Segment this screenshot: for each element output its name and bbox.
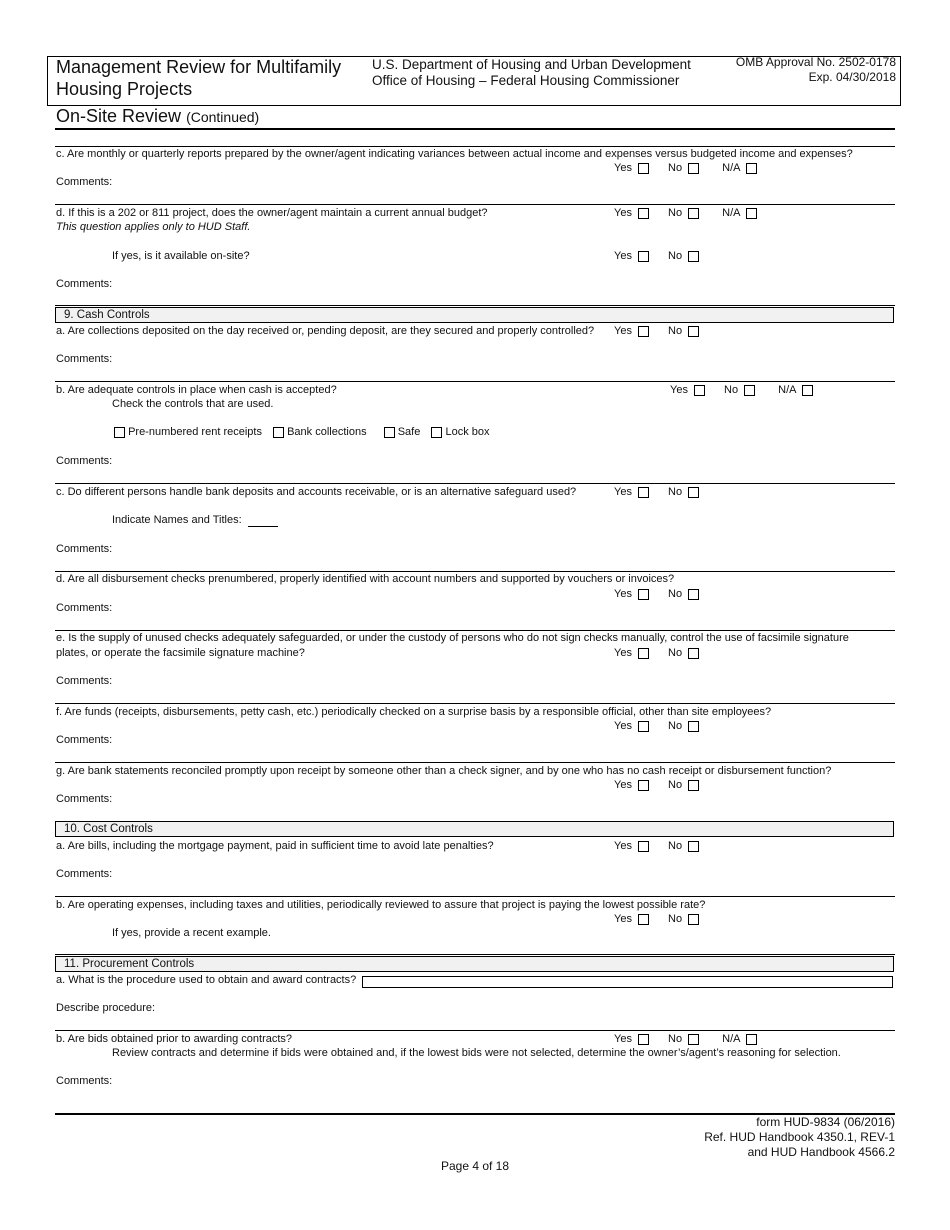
- question-10a: a. Are bills, including the mortgage payment, paid in sufficient time to avoid late penalties?: [56, 840, 494, 852]
- yes-no-group: [614, 778, 699, 792]
- rent-receipts-label: Pre-numbered rent receipts: [128, 426, 262, 438]
- page-number: Page 4 of 18: [440, 1159, 510, 1173]
- question-d-budget: d. If this is a 202 or 811 project, does the owner/agent maintain a current annual budget?: [56, 207, 488, 219]
- question-9c: c. Do different persons handle bank deposits and accounts receivable, or is an alternative safeguard used?: [56, 486, 577, 498]
- divider: [55, 483, 895, 484]
- yes-no-group: [614, 324, 699, 338]
- yes-no-na-group: [614, 161, 757, 175]
- yes-checkbox[interactable]: [638, 208, 649, 219]
- divider: [55, 954, 895, 955]
- bank-collections-checkbox[interactable]: [273, 427, 284, 438]
- footer-form-info: [704, 1115, 895, 1160]
- yes-no-na-group: [614, 1032, 757, 1046]
- section-title-text: On-Site Review: [56, 106, 182, 126]
- question-9e-line2: plates, or operate the facsimile signature machine?: [56, 647, 305, 659]
- divider: [55, 204, 895, 205]
- comments-label: Comments:: [56, 602, 113, 614]
- divider: [55, 128, 895, 130]
- no-label: No: [668, 647, 683, 659]
- title-line-2: Housing Projects: [56, 79, 193, 99]
- no-checkbox[interactable]: [688, 326, 699, 337]
- question-d-onsite: If yes, is it available on-site?: [112, 250, 250, 262]
- divider: [55, 703, 895, 704]
- na-checkbox[interactable]: [746, 1034, 757, 1045]
- no-label: No: [668, 720, 683, 732]
- na-label: N/A: [722, 162, 741, 174]
- no-checkbox[interactable]: [688, 251, 699, 262]
- yes-checkbox[interactable]: [638, 251, 649, 262]
- yes-no-na-group: [614, 206, 757, 220]
- yes-checkbox[interactable]: [638, 1034, 649, 1045]
- comments-label: Comments:: [56, 868, 113, 880]
- yes-label: Yes: [614, 840, 632, 852]
- yes-label: Yes: [614, 647, 632, 659]
- yes-label: Yes: [614, 720, 632, 732]
- yes-no-group: [614, 485, 699, 499]
- question-9g: g. Are bank statements reconciled promptly upon receipt by someone other than a check signer, and by one who has no cash receipt or disbursement function?: [56, 765, 832, 777]
- question-9b-sub: Check the controls that are used.: [112, 398, 274, 410]
- question-10b: b. Are operating expenses, including taxes and utilities, periodically reviewed to assure that project is paying the lowest possible rate?: [56, 899, 706, 911]
- yes-checkbox[interactable]: [638, 487, 649, 498]
- yes-no-group: [614, 912, 699, 926]
- yes-no-na-group: [670, 383, 813, 397]
- comments-label: Comments:: [56, 793, 113, 805]
- section-continued: (Continued): [186, 109, 260, 125]
- agency-line-1: U.S. Department of Housing and Urban Development: [372, 57, 691, 72]
- no-label: No: [668, 840, 683, 852]
- agency-name: [372, 57, 691, 89]
- na-checkbox[interactable]: [746, 208, 757, 219]
- yes-label: Yes: [614, 1033, 632, 1045]
- no-label: No: [668, 1033, 683, 1045]
- no-checkbox[interactable]: [688, 487, 699, 498]
- hud-staff-note-text: This question applies only to HUD Staff.: [56, 221, 251, 233]
- yes-no-group: [614, 646, 699, 660]
- no-checkbox[interactable]: [688, 841, 699, 852]
- lock-box-checkbox[interactable]: [431, 427, 442, 438]
- question-9b: b. Are adequate controls in place when cash is accepted?: [56, 384, 337, 396]
- yes-no-group: [614, 719, 699, 733]
- comments-label: Comments:: [56, 176, 113, 188]
- divider: [55, 762, 895, 763]
- no-checkbox[interactable]: [688, 589, 699, 600]
- comments-label: Comments:: [56, 734, 113, 746]
- yes-checkbox[interactable]: [638, 326, 649, 337]
- divider: [55, 1030, 895, 1031]
- question-9f: f. Are funds (receipts, disbursements, petty cash, etc.) periodically checked on a surprise basis by a responsible official, other than site employees?: [56, 706, 772, 718]
- section-10-cost-controls: 10. Cost Controls: [55, 821, 894, 837]
- divider: [55, 305, 895, 306]
- yes-label: Yes: [670, 384, 688, 396]
- omb-approval: [736, 55, 896, 85]
- comments-label: Comments:: [56, 543, 113, 555]
- yes-label: Yes: [614, 250, 632, 262]
- form-number: form HUD-9834 (06/2016): [756, 1115, 895, 1129]
- title-line-1: Management Review for Multifamily: [56, 57, 342, 77]
- question-9a: a. Are collections deposited on the day received or, pending deposit, are they secured and properly controlled?: [56, 325, 595, 337]
- na-label: N/A: [778, 384, 797, 396]
- yes-label: Yes: [614, 325, 632, 337]
- comments-label: Comments:: [56, 455, 113, 467]
- yes-no-group: [614, 249, 699, 263]
- na-checkbox[interactable]: [746, 163, 757, 174]
- na-label: N/A: [722, 1033, 741, 1045]
- no-label: No: [724, 384, 739, 396]
- no-label: No: [668, 486, 683, 498]
- question-10b-sub: If yes, provide a recent example.: [112, 927, 271, 939]
- yes-checkbox[interactable]: [638, 780, 649, 791]
- yes-label: Yes: [614, 207, 632, 219]
- question-9d: d. Are all disbursement checks prenumbered, properly identified with account numbers and supported by vouchers or invoices?: [56, 573, 675, 585]
- names-titles-field: [112, 513, 278, 527]
- question-11a: a. What is the procedure used to obtain and award contracts?: [56, 974, 357, 986]
- yes-checkbox[interactable]: [638, 721, 649, 732]
- yes-checkbox[interactable]: [638, 648, 649, 659]
- safe-checkbox[interactable]: [384, 427, 395, 438]
- yes-label: Yes: [614, 486, 632, 498]
- no-checkbox[interactable]: [688, 163, 699, 174]
- bank-collections-label: Bank collections: [287, 426, 367, 438]
- agency-line-2: Office of Housing – Federal Housing Commissioner: [372, 73, 680, 88]
- yes-checkbox[interactable]: [638, 589, 649, 600]
- divider: [55, 896, 895, 897]
- no-label: No: [668, 913, 683, 925]
- no-checkbox[interactable]: [688, 721, 699, 732]
- comments-label: Comments:: [56, 675, 113, 687]
- section-title: [56, 106, 259, 127]
- comments-label: Comments:: [56, 353, 113, 365]
- no-checkbox[interactable]: [688, 1034, 699, 1045]
- no-label: No: [668, 207, 683, 219]
- no-label: No: [668, 588, 683, 600]
- yes-no-group: [614, 839, 699, 853]
- no-label: No: [668, 162, 683, 174]
- yes-checkbox[interactable]: [694, 385, 705, 396]
- procedure-input[interactable]: [362, 976, 893, 988]
- yes-checkbox[interactable]: [638, 163, 649, 174]
- na-checkbox[interactable]: [802, 385, 813, 396]
- yes-no-group: [614, 587, 699, 601]
- comments-label: Comments:: [56, 1075, 113, 1087]
- na-label: N/A: [722, 207, 741, 219]
- yes-label: Yes: [614, 779, 632, 791]
- no-label: No: [668, 250, 683, 262]
- rent-receipts-checkbox[interactable]: [114, 427, 125, 438]
- no-checkbox[interactable]: [688, 914, 699, 925]
- form-title: [56, 56, 341, 100]
- names-titles-label: Indicate Names and Titles:: [112, 514, 242, 526]
- section-11-procurement-controls: 11. Procurement Controls: [55, 956, 894, 972]
- handbook-ref-2: and HUD Handbook 4566.2: [747, 1145, 895, 1159]
- handbook-ref-1: Ref. HUD Handbook 4350.1, REV-1: [704, 1130, 895, 1144]
- describe-procedure-label: Describe procedure:: [56, 1002, 156, 1014]
- comments-label: Comments:: [56, 278, 113, 290]
- yes-label: Yes: [614, 588, 632, 600]
- no-label: No: [668, 325, 683, 337]
- divider: [55, 381, 895, 382]
- yes-label: Yes: [614, 162, 632, 174]
- yes-checkbox[interactable]: [638, 841, 649, 852]
- question-11b: b. Are bids obtained prior to awarding contracts?: [56, 1033, 293, 1045]
- omb-expiration: Exp. 04/30/2018: [808, 70, 896, 84]
- no-checkbox[interactable]: [744, 385, 755, 396]
- names-titles-input[interactable]: [248, 516, 278, 527]
- controls-checkbox-group: [108, 425, 490, 439]
- section-9-cash-controls: 9. Cash Controls: [55, 307, 894, 323]
- no-checkbox[interactable]: [688, 648, 699, 659]
- no-checkbox[interactable]: [688, 780, 699, 791]
- yes-label: Yes: [614, 913, 632, 925]
- no-label: No: [668, 779, 683, 791]
- question-11b-sub: Review contracts and determine if bids were obtained and, if the lowest bids were not selected, determine the owner’s/agent’s reasoning for selection.: [112, 1047, 841, 1059]
- no-checkbox[interactable]: [688, 208, 699, 219]
- yes-checkbox[interactable]: [638, 914, 649, 925]
- question-9e-line1: e. Is the supply of unused checks adequately safeguarded, or under the custody of persons who do not sign checks manually, control the use of facsimile signature: [56, 632, 849, 644]
- omb-number: OMB Approval No. 2502-0178: [735, 55, 896, 69]
- hud-staff-note: [56, 220, 250, 234]
- question-c-reports: c. Are monthly or quarterly reports prepared by the owner/agent indicating variances between actual income and expenses versus budgeted income and expenses?: [56, 148, 853, 160]
- lock-box-label: Lock box: [445, 426, 490, 438]
- safe-label: Safe: [397, 426, 421, 438]
